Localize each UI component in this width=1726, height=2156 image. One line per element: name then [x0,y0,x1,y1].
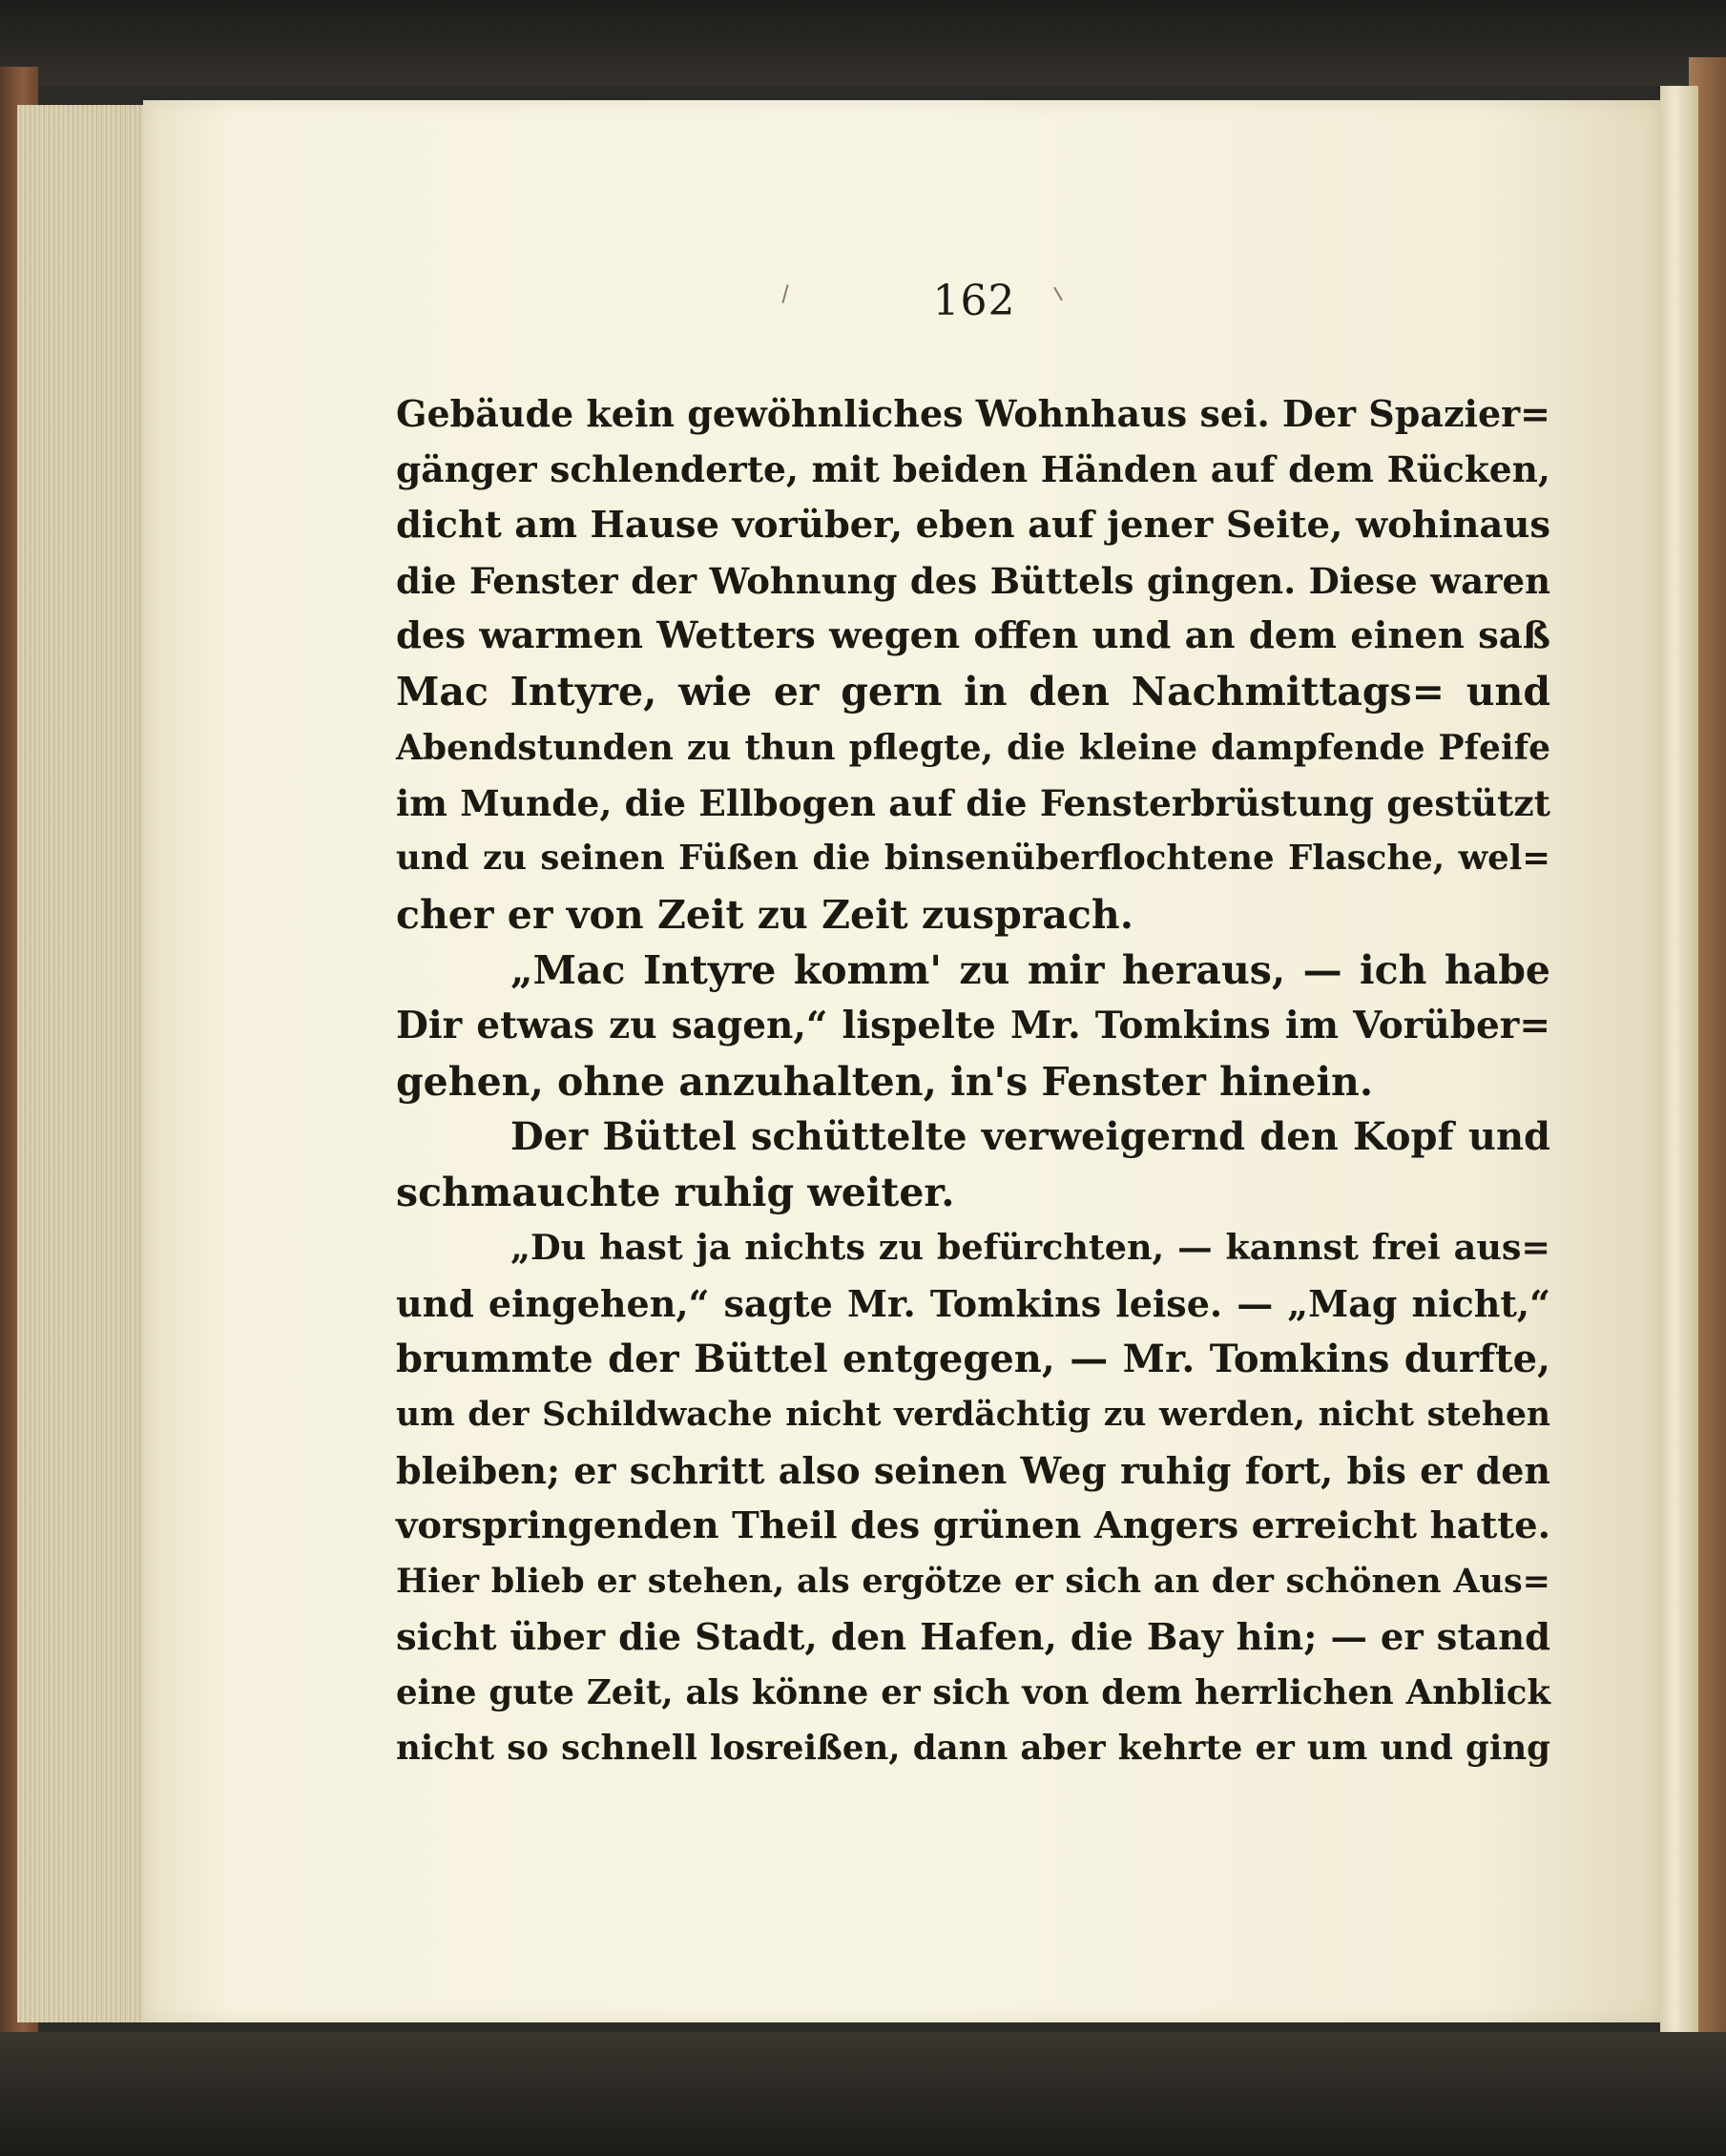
next-page-gutter [1660,86,1698,2032]
text-line: Hier blieb er stehen, als ergötze er sich an der schönen Aus= [396,1562,1550,1602]
text-line: Dir etwas zu sagen,“ lispelte Mr. Tomkins im Vorüber= [396,1004,1550,1048]
text-line: brummte der Büttel entgegen, — Mr. Tomkins durfte, [396,1337,1550,1382]
text-line: und zu seinen Füßen die binsenüberflochtene Flasche, wel= [396,839,1550,879]
text-line: des warmen Wetters wegen offen und an dem einen saß [396,614,1550,658]
body-text [396,386,1550,1779]
text-line: Mac Intyre, wie er gern in den Nachmittags= und [396,669,1550,715]
text-line: Der Büttel schüttelte verweigernd den Kopf und [510,1113,1550,1159]
text-line: cher er von Zeit zu Zeit zusprach. [396,891,1133,938]
book-cover-top [0,0,1726,86]
text-line: eine gute Zeit, als könne er sich von dem herrlichen Anblick [396,1672,1550,1712]
text-line: schmauchte ruhig weiter. [396,1170,955,1216]
book-cover-bottom [0,2032,1726,2156]
text-line: und eingehen,“ sagte Mr. Tomkins leise. — „Mag nicht,“ [396,1281,1550,1325]
text-line: die Fenster der Wohnung des Büttels gingen. Diese waren [396,559,1550,602]
text-line: vorspringenden Theil des grünen Angers erreicht hatte. [396,1503,1550,1547]
text-line: Abendstunden zu thun pflegte, die kleine dampfende Pfeife [396,727,1550,768]
text-line: dicht am Hause vorüber, eben auf jener Seite, wohinaus [396,503,1550,547]
text-line: „Du hast ja nichts zu befürchten, — kannst frei aus= [510,1227,1550,1269]
page-number: 162 [932,277,1016,325]
text-line: „Mac Intyre komm' zu mir heraus, — ich habe [510,946,1550,993]
text-line: im Munde, die Ellbogen auf die Fensterbrüstung gestützt [396,782,1550,825]
text-line: gänger schlenderte, mit beiden Händen auf dem Rücken, [396,448,1550,491]
page-stack [17,105,162,2022]
text-line: nicht so schnell losreißen, dann aber kehrte er um und ging [396,1729,1550,1769]
text-line: Gebäude kein gewöhnliches Wohnhaus sei. Der Spazier= [396,392,1550,435]
text-line: um der Schildwache nicht verdächtig zu werden, nicht stehen [396,1396,1550,1435]
text-line: bleiben; er schritt also seinen Weg ruhig fort, bis er den [396,1448,1550,1492]
text-line: gehen, ohne anzuhalten, in's Fenster hinein. [396,1058,1374,1105]
text-line: sicht über die Stadt, den Hafen, die Bay hin; — er stand [396,1615,1550,1659]
